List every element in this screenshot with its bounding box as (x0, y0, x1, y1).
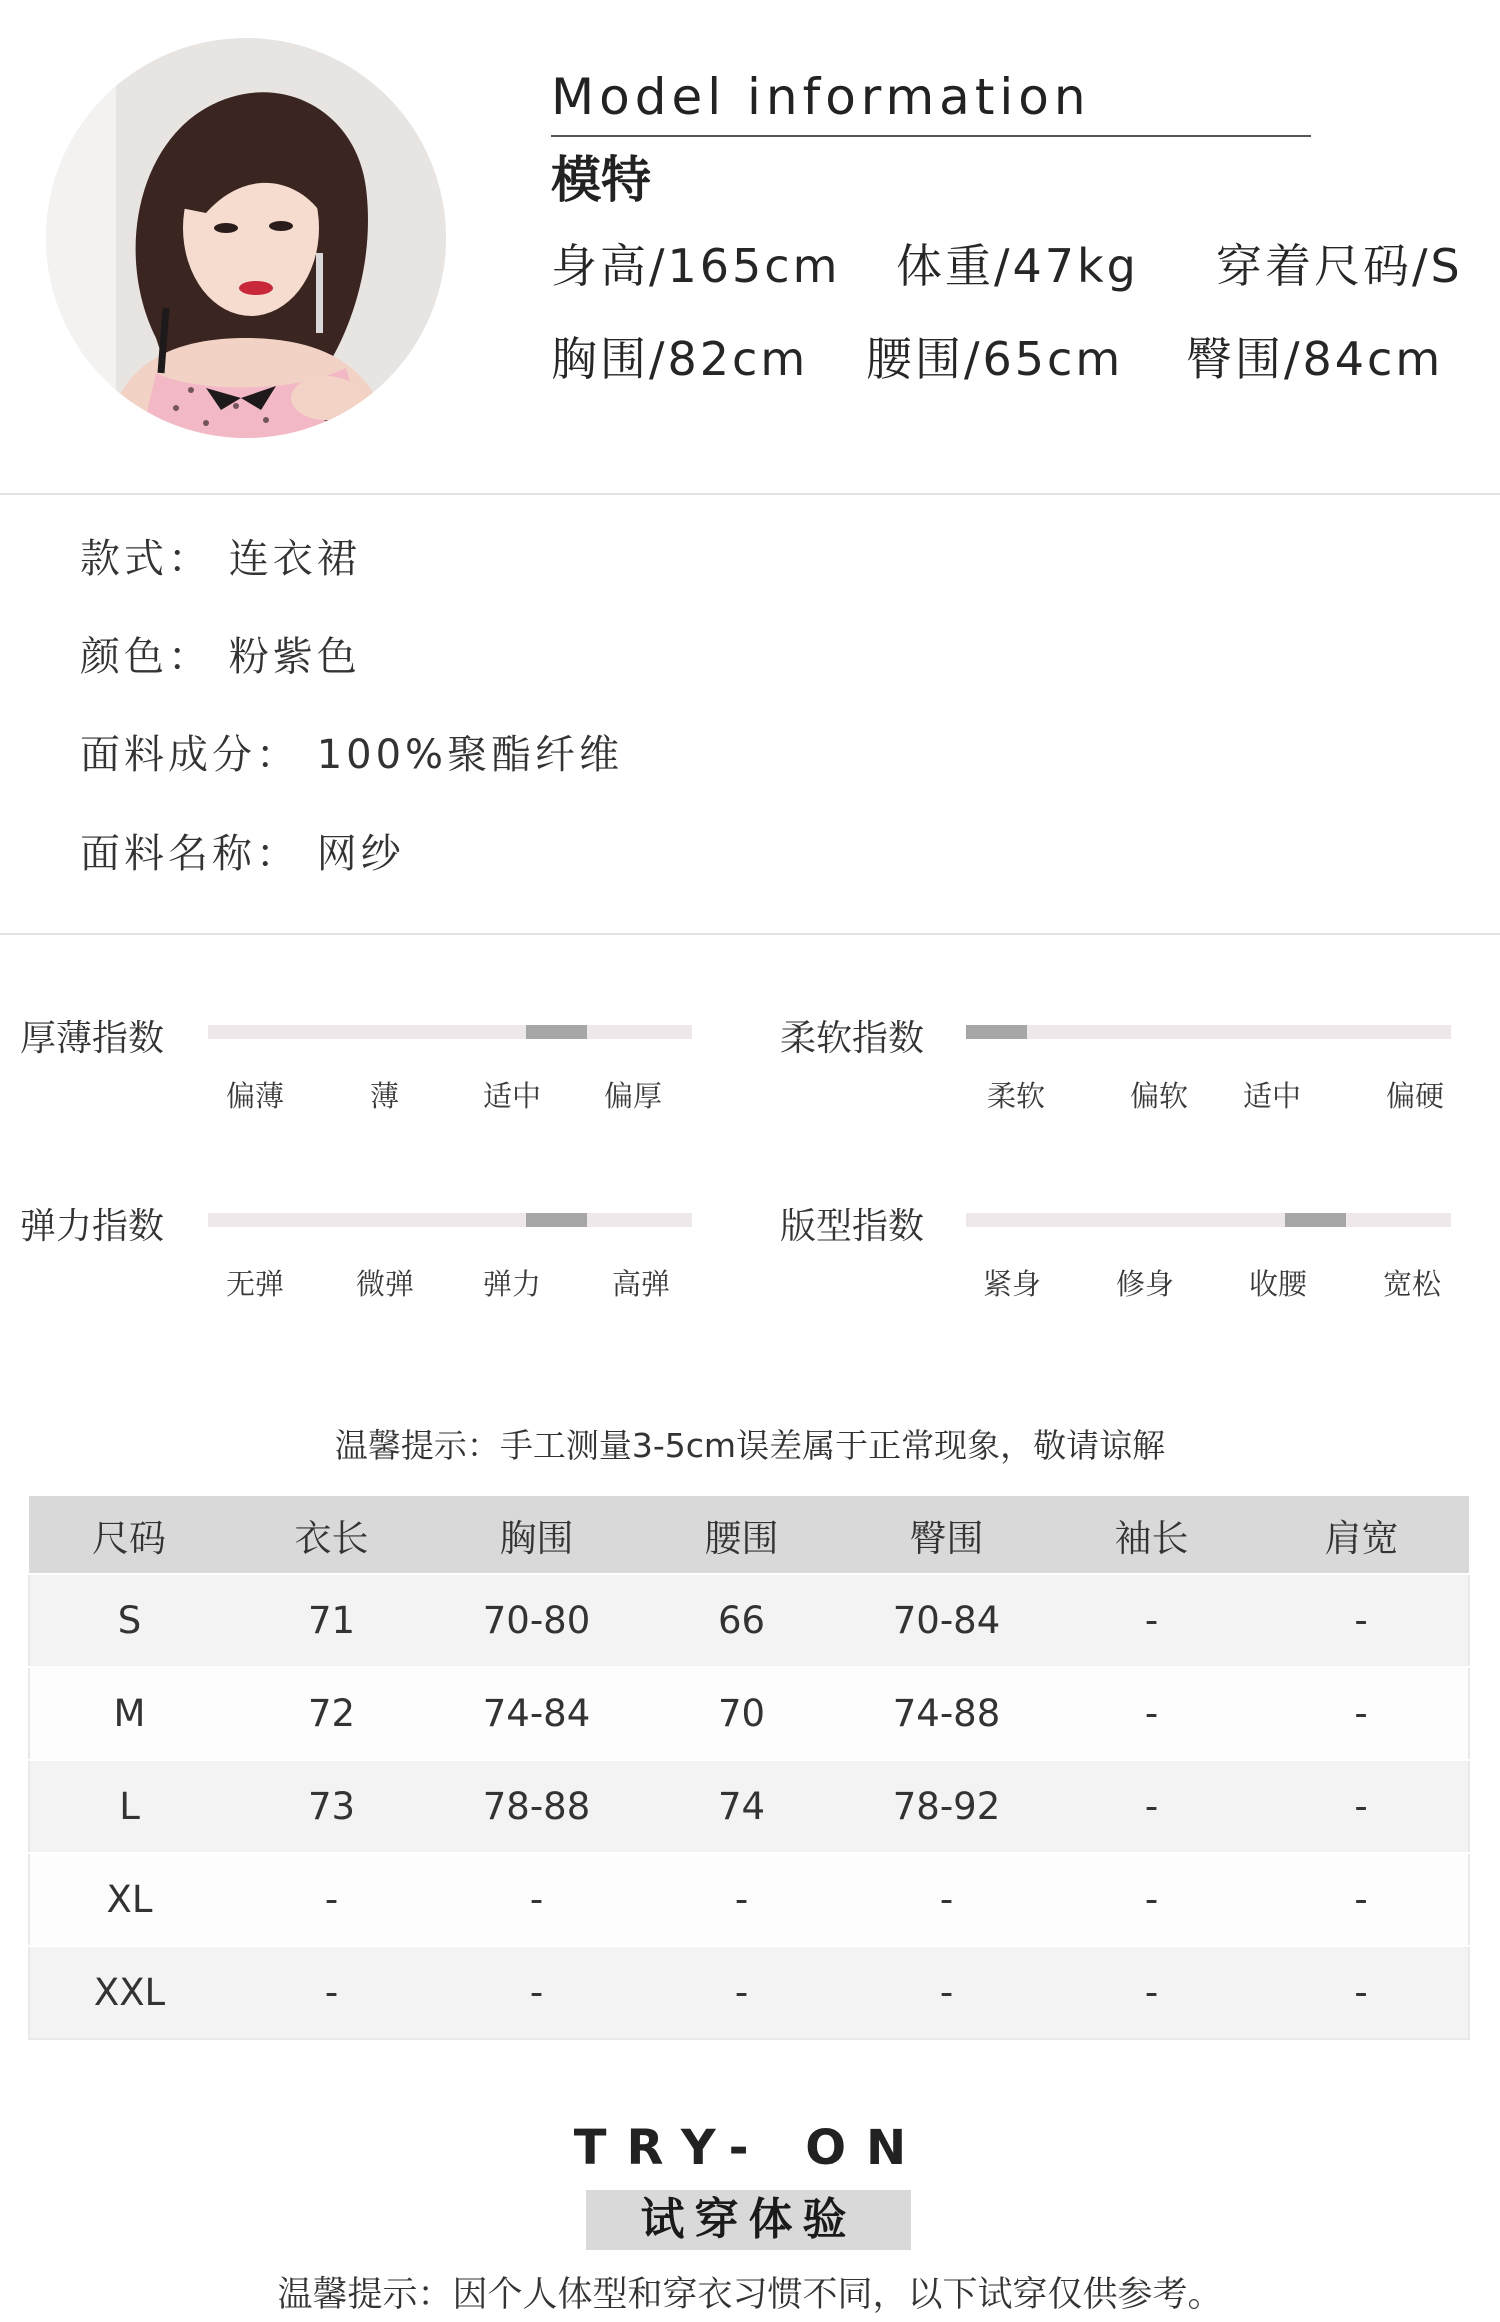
elasticity-index-selected (526, 1213, 587, 1227)
size-table (28, 1496, 1470, 2040)
thickness-index-selected (526, 1025, 587, 1039)
elasticity-index-track (208, 1213, 692, 1227)
table-cell: - (1049, 1760, 1254, 1853)
header-sleeve: 袖长 (1049, 1496, 1254, 1574)
table-cell: - (229, 1946, 434, 2039)
fit-index-label: 版型指数 (780, 1206, 925, 1247)
table-cell: 66 (639, 1574, 844, 1667)
fit-option-2: 修身 (1116, 1267, 1175, 1301)
table-cell: 72 (229, 1667, 434, 1760)
table-cell: - (844, 1946, 1049, 2039)
model-weight: 体重/47kg (896, 239, 1139, 293)
softness-option-4: 偏硬 (1386, 1079, 1445, 1113)
attr-style: 款式： 连衣裙 (80, 536, 361, 582)
model-info-title: Model information (551, 68, 1091, 126)
table-cell: - (844, 1853, 1049, 1946)
table-cell: 74-88 (844, 1667, 1049, 1760)
table-cell: - (1254, 1667, 1469, 1760)
table-cell: XL (29, 1853, 229, 1946)
section-divider (0, 933, 1500, 935)
table-row (29, 1667, 1469, 1760)
softness-index-track (966, 1025, 1451, 1039)
thickness-option-4: 偏厚 (604, 1079, 663, 1113)
table-cell: - (1049, 1667, 1254, 1760)
header-waist: 腰围 (639, 1496, 844, 1574)
fit-option-4: 宽松 (1383, 1267, 1442, 1301)
model-bust: 胸围/82cm (551, 332, 809, 386)
fit-index-track (966, 1213, 1451, 1227)
tryon-subtitle: 试穿体验 (640, 2194, 857, 2245)
table-row (29, 1853, 1469, 1946)
thickness-option-1: 偏薄 (226, 1079, 285, 1113)
attr-fabric-name: 面料名称： 网纱 (80, 831, 405, 877)
header-bust: 胸围 (434, 1496, 639, 1574)
softness-index-selected (966, 1025, 1027, 1039)
softness-option-1: 柔软 (987, 1079, 1046, 1113)
table-cell: L (29, 1760, 229, 1853)
model-hip: 臀围/84cm (1186, 332, 1444, 386)
table-cell: 70 (639, 1667, 844, 1760)
elasticity-option-2: 微弹 (356, 1267, 415, 1301)
attr-composition: 面料成分： 100%聚酯纤维 (80, 732, 624, 778)
elasticity-option-1: 无弹 (226, 1267, 285, 1301)
table-cell: 78-92 (844, 1760, 1049, 1853)
table-cell: 70-84 (844, 1574, 1049, 1667)
model-info-subtitle: 模特 (551, 151, 651, 209)
table-cell: 70-80 (434, 1574, 639, 1667)
table-cell: XXL (29, 1946, 229, 2039)
table-cell: - (1254, 1946, 1469, 2039)
table-cell: - (434, 1853, 639, 1946)
header-shoulder: 肩宽 (1254, 1496, 1469, 1574)
table-row (29, 1574, 1469, 1667)
table-header-row (29, 1496, 1469, 1574)
tryon-title: TRY- ON (573, 2120, 927, 2176)
table-cell: 71 (229, 1574, 434, 1667)
tryon-tip: 温馨提示：因个人体型和穿衣习惯不同，以下试穿仅供参考。 (277, 2275, 1223, 2315)
fit-option-1: 紧身 (983, 1267, 1042, 1301)
model-height: 身高/165cm (551, 239, 841, 293)
title-underline (551, 135, 1311, 137)
table-row (29, 1946, 1469, 2039)
softness-option-3: 适中 (1243, 1079, 1302, 1113)
thickness-index-track (208, 1025, 692, 1039)
softness-option-2: 偏软 (1130, 1079, 1189, 1113)
elasticity-option-3: 弹力 (483, 1267, 542, 1301)
table-cell: - (1049, 1853, 1254, 1946)
model-photo (46, 38, 446, 438)
table-cell: - (434, 1946, 639, 2039)
table-cell: - (1049, 1946, 1254, 2039)
fit-index-selected (1285, 1213, 1346, 1227)
elasticity-index-label: 弹力指数 (20, 1206, 165, 1247)
header-length: 衣长 (229, 1496, 434, 1574)
table-cell: S (29, 1574, 229, 1667)
thickness-option-2: 薄 (370, 1079, 400, 1113)
section-divider (0, 493, 1500, 495)
thickness-index-label: 厚薄指数 (20, 1018, 165, 1059)
table-cell: M (29, 1667, 229, 1760)
elasticity-option-4: 高弹 (612, 1267, 671, 1301)
table-cell: 74-84 (434, 1667, 639, 1760)
softness-index-label: 柔软指数 (780, 1018, 925, 1059)
thickness-option-3: 适中 (483, 1079, 542, 1113)
table-cell: - (229, 1853, 434, 1946)
table-cell: - (1049, 1574, 1254, 1667)
measurement-tip: 温馨提示：手工测量3-5cm误差属于正常现象，敬请谅解 (334, 1426, 1166, 1465)
model-waist: 腰围/65cm (866, 332, 1124, 386)
header-hip: 臀围 (844, 1496, 1049, 1574)
table-cell: 78-88 (434, 1760, 639, 1853)
table-cell: - (639, 1946, 844, 2039)
table-row (29, 1760, 1469, 1853)
header-size: 尺码 (29, 1496, 229, 1574)
attr-color: 颜色： 粉紫色 (80, 634, 361, 680)
model-size-worn: 穿着尺码/S (1216, 239, 1463, 293)
table-cell: 74 (639, 1760, 844, 1853)
table-cell: 73 (229, 1760, 434, 1853)
table-cell: - (1254, 1574, 1469, 1667)
table-cell: - (1254, 1853, 1469, 1946)
table-cell: - (1254, 1760, 1469, 1853)
table-cell: - (639, 1853, 844, 1946)
fit-option-3: 收腰 (1249, 1267, 1308, 1301)
